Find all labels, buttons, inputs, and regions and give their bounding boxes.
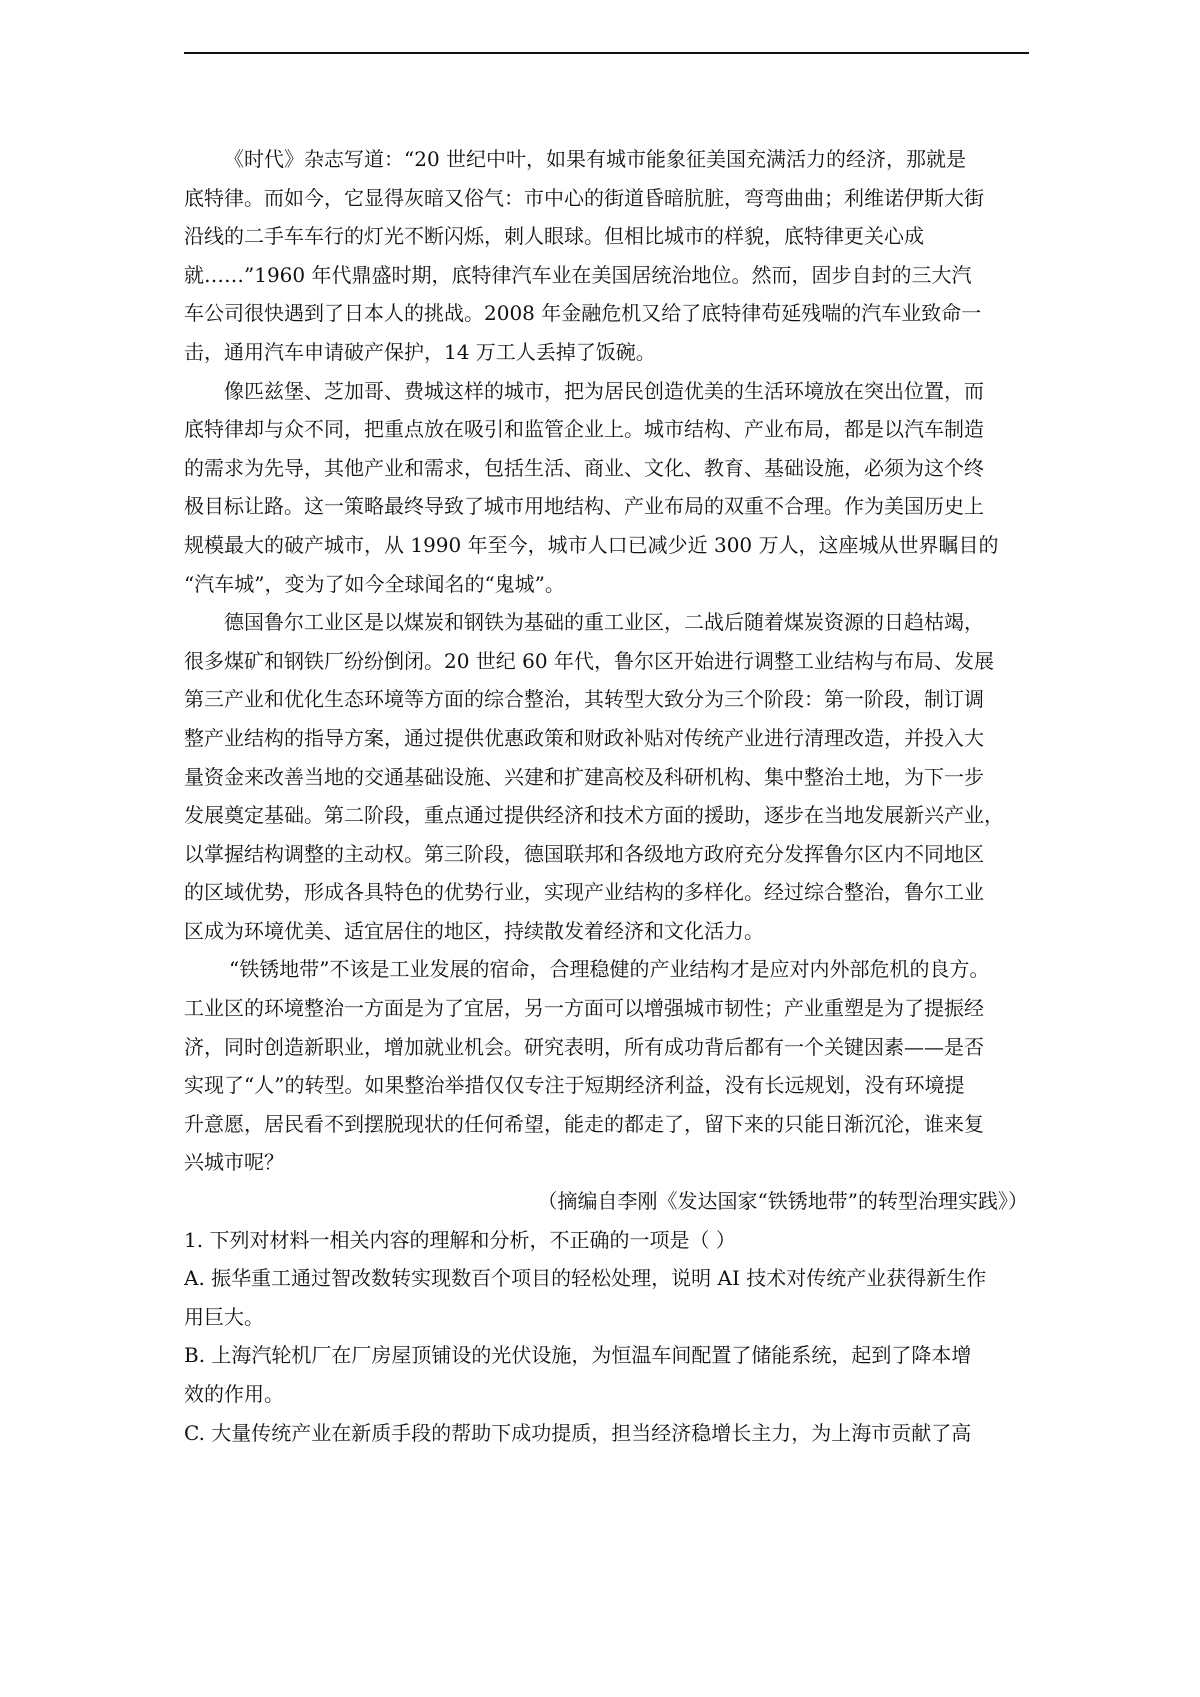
paragraph-1 [184,140,1028,372]
text-line: 的区域优势，形成各具特色的优势行业，实现产业结构的多样化。经过综合整治，鲁尔工业 [184,880,984,905]
text-line: 规模最大的破产城市，从 1990 年至今，城市人口已减少近 300 万人，这座城从世界瞩目的 [184,532,999,557]
text-line: 车公司很快遇到了日本人的挑战。2008 年金融危机又给了底特律苟延残喘的汽车业致命一 [184,301,982,326]
text-line: 像匹兹堡、芝加哥、费城这样的城市，把为居民创造优美的生活环境放在突出位置，而 [224,378,984,403]
text-line: 德国鲁尔工业区是以煤炭和钢铁为基础的重工业区，二战后随着煤炭资源的日趋枯竭， [224,610,984,635]
text-line: 第三产业和优化生态环境等方面的综合整治，其转型大致分为三个阶段：第一阶段，制订调 [184,687,984,712]
paragraph-4 [184,950,1028,1182]
paragraph-2 [184,372,1028,604]
text-line: 以掌握结构调整的主动权。第三阶段，德国联邦和各级地方政府充分发挥鲁尔区内不同地区 [184,841,984,866]
option-text-line: A. 振华重工通过智改数转实现数百个项目的轻松处理，说明 AI 技术对传统产业获得新生作 [184,1266,987,1291]
text-line: 兴城市呢？ [184,1150,284,1175]
text-line: 升意愿，居民看不到摆脱现状的任何希望，能走的都走了，留下来的只能日渐沉沦，谁来复 [184,1111,984,1136]
text-line: 就……”1960 年代鼎盛时期，底特律汽车业在美国居统治地位。然而，固步自封的三大汽 [184,262,972,287]
text-line: 击，通用汽车申请破产保护，14 万工人丢掉了饭碗。 [184,339,656,364]
text-line: 济，同时创造新职业，增加就业机会。研究表明，所有成功背后都有一个关键因素——是否 [184,1034,984,1059]
paragraph-3 [184,603,1028,950]
header-rule [184,52,1029,54]
text-line: 极目标让路。这一策略最终导致了城市用地结构、产业布局的双重不合理。作为美国历史上 [184,494,984,519]
option-a [184,1259,1028,1336]
text-line: 发展奠定基础。第二阶段，重点通过提供经济和技术方面的援助，逐步在当地发展新兴产业， [184,803,1004,828]
option-text-line: 用巨大。 [184,1304,264,1329]
question-stem: 1. 下列对材料一相关内容的理解和分析，不正确的一项是（ ） [184,1227,736,1252]
text-line: 整产业结构的指导方案，通过提供优惠政策和财政补贴对传统产业进行清理改造，并投入大 [184,725,984,750]
text-line: 底特律。而如今，它显得灰暗又俗气：市中心的街道昏暗肮脏，弯弯曲曲；利维诺伊斯大街 [184,185,984,210]
text-line: 实现了“人”的转型。如果整治举措仅仅专注于短期经济利益，没有长远规划，没有环境提 [184,1073,965,1098]
option-b [184,1336,1028,1413]
option-c [184,1414,1028,1453]
text-line: 区成为环境优美、适宜居住的地区，持续散发着经济和文化活力。 [184,918,764,943]
option-text-line: 效的作用。 [184,1382,284,1406]
text-line: “汽车城”，变为了如今全球闻名的“鬼城”。 [184,571,565,596]
text-line: 《时代》杂志写道：“20 世纪中叶，如果有城市能象征美国充满活力的经济，那就是 [224,147,967,171]
question-block [184,1221,1028,1453]
option-text-line: C. 大量传统产业在新质手段的帮助下成功提质，担当经济稳增长主力，为上海市贡献了高 [184,1420,972,1445]
text-line: 沿线的二手车车行的灯光不断闪烁，刺人眼球。但相比城市的样貌，底特律更关心成 [184,224,924,249]
text-line: “铁锈地带”不该是工业发展的宿命，合理稳健的产业结构才是应对内外部危机的良方。 [229,957,990,982]
source-citation: （摘编自李刚《发达国家“铁锈地带”的转型治理实践》） [537,1189,1028,1214]
text-line: 很多煤矿和钢铁厂纷纷倒闭。20 世纪 60 年代，鲁尔区开始进行调整工业结构与布局、发展 [184,648,994,673]
text-line: 的需求为先导，其他产业和需求，包括生活、商业、文化、教育、基础设施，必须为这个终 [184,455,984,480]
text-line: 底特律却与众不同，把重点放在吸引和监管企业上。城市结构、产业布局，都是以汽车制造 [184,417,984,442]
option-text-line: B. 上海汽轮机厂在厂房屋顶铺设的光伏设施，为恒温车间配置了储能系统，起到了降本增 [184,1343,972,1368]
document-body [184,140,1028,1452]
text-line: 量资金来改善当地的交通基础设施、兴建和扩建高校及科研机构、集中整治土地，为下一步 [184,764,984,789]
text-line: 工业区的环境整治一方面是为了宜居，另一方面可以增强城市韧性；产业重塑是为了提振经 [184,996,984,1021]
